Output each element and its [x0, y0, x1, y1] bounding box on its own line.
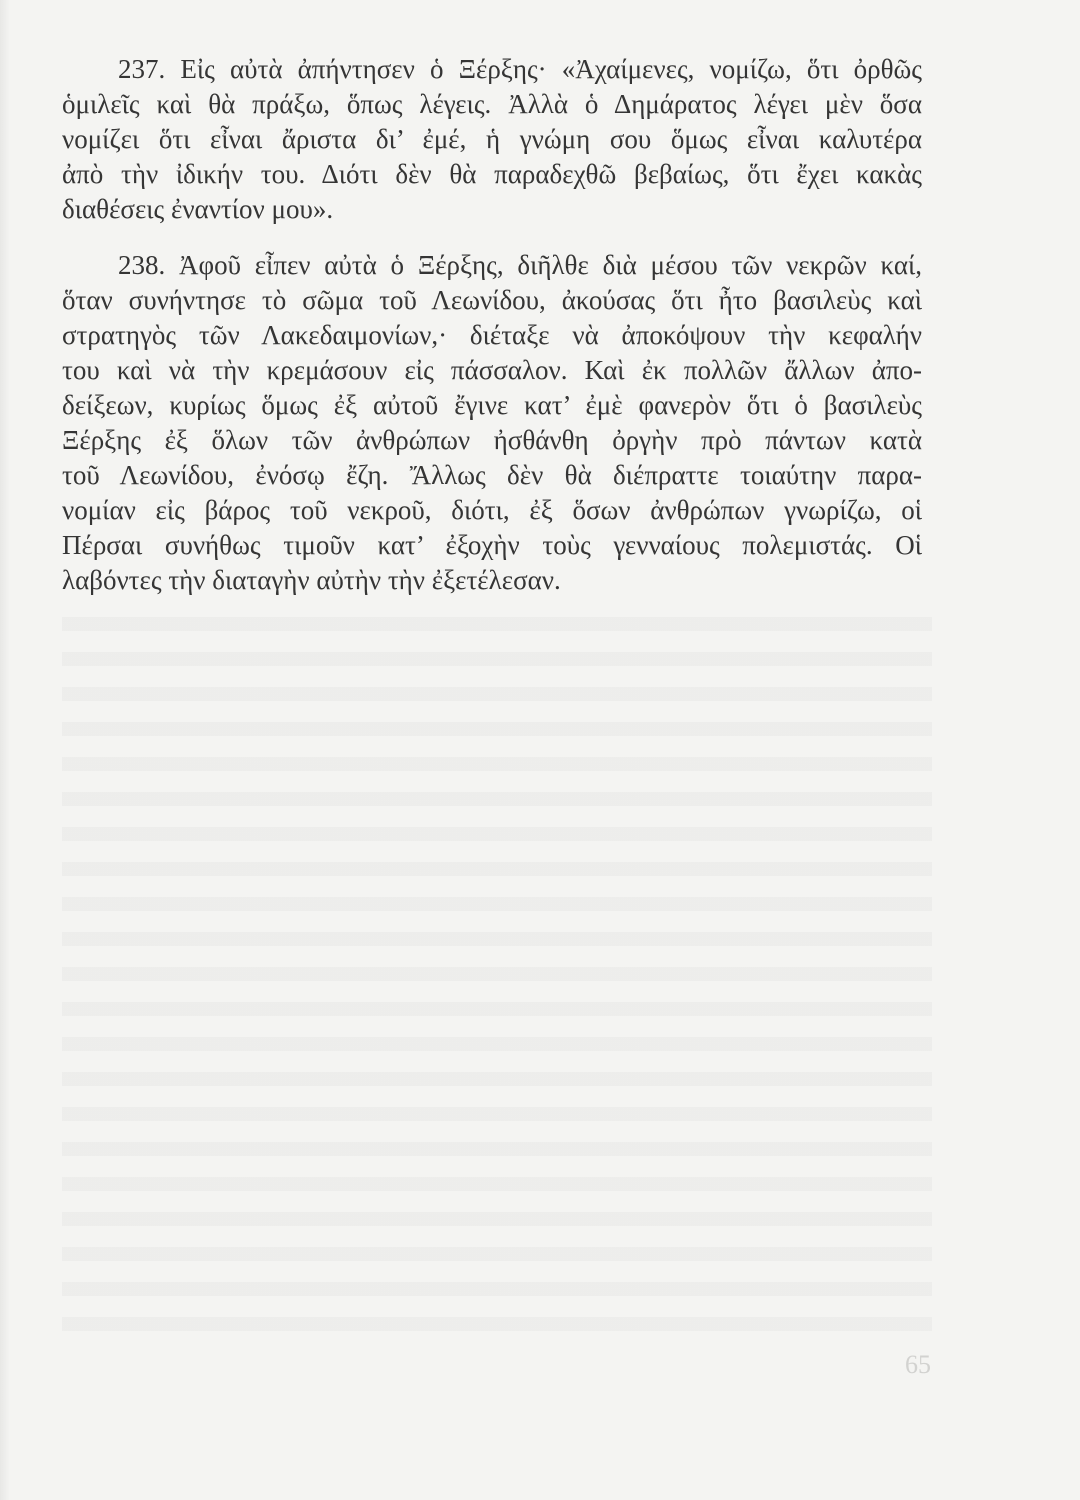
paragraph-line: νομίαν εἰς βάρος τοῦ νεκροῦ, διότι, ἐξ ὅσων ἀνθρώπων γνωρίζω, οἱ — [62, 495, 922, 525]
paragraph-line: Πέρσαι συνήθως τιμοῦν κατ’ ἐξοχὴν τοὺς γενναίους πολεμιστάς. Οἱ — [62, 530, 922, 560]
paragraph-line: δείξεων, κυρίως ὅμως ἐξ αὐτοῦ ἔγινε κατ’ ἐμὲ φανερὸν ὅτι ὁ βασιλεὺς — [62, 390, 922, 420]
paragraph-line: ὅταν συνήντησε τὸ σῶμα τοῦ Λεωνίδου, ἀκούσας ὅτι ἦτο βασιλεὺς καὶ — [62, 285, 922, 315]
paragraph-line: του καὶ νὰ τὴν κρεμάσουν εἰς πάσσαλον. Καὶ ἐκ πολλῶν ἄλλων ἀπο- — [62, 355, 922, 385]
paragraph-line: διαθέσεις ἐναντίον μου». — [62, 194, 334, 224]
paragraph-237 — [62, 52, 922, 227]
page-number: 65 — [905, 1350, 931, 1379]
paragraph-line: ὁμιλεῖς καὶ θὰ πράξω, ὅπως λέγεις. Ἀλλὰ ὁ Δημάρατος λέγει μὲν ὅσα — [62, 89, 922, 119]
paragraph-line: Ξέρξης ἐξ ὅλων τῶν ἀνθρώπων ἠσθάνθη ὀργὴν πρὸ πάντων κατὰ — [62, 425, 922, 455]
paragraph-line: τοῦ Λεωνίδου, ἐνόσῳ ἔζη. Ἄλλως δὲν θὰ διέπραττε τοιαύτην παρα- — [62, 460, 922, 490]
reverse-side-bleed-through — [62, 606, 932, 1346]
paragraph-238 — [62, 248, 922, 598]
paragraph-line: 237. Εἰς αὐτὰ ἀπήντησεν ὁ Ξέρξης· «Ἀχαίμενες, νομίζω, ὅτι ὀρθῶς — [118, 54, 922, 84]
paragraph-line: 238. Ἀφοῦ εἶπεν αὐτὰ ὁ Ξέρξης, διῆλθε διὰ μέσου τῶν νεκρῶν καί, — [118, 250, 922, 280]
page-edge-shadow — [0, 0, 10, 1500]
paragraph-line: λαβόντες τὴν διαταγὴν αὐτὴν τὴν ἐξετέλεσαν. — [62, 565, 561, 595]
paragraph-line: ἀπὸ τὴν ἰδικήν του. Διότι δὲν θὰ παραδεχθῶ βεβαίως, ὅτι ἔχει κακὰς — [62, 159, 922, 189]
paragraph-line: νομίζει ὅτι εἶναι ἄριστα δι’ ἐμέ, ἡ γνώμη σου ὅμως εἶναι καλυτέρα — [62, 124, 922, 154]
paragraph-line: στρατηγὸς τῶν Λακεδαιμονίων,· διέταξε νὰ ἀποκόψουν τὴν κεφαλήν — [62, 320, 922, 350]
